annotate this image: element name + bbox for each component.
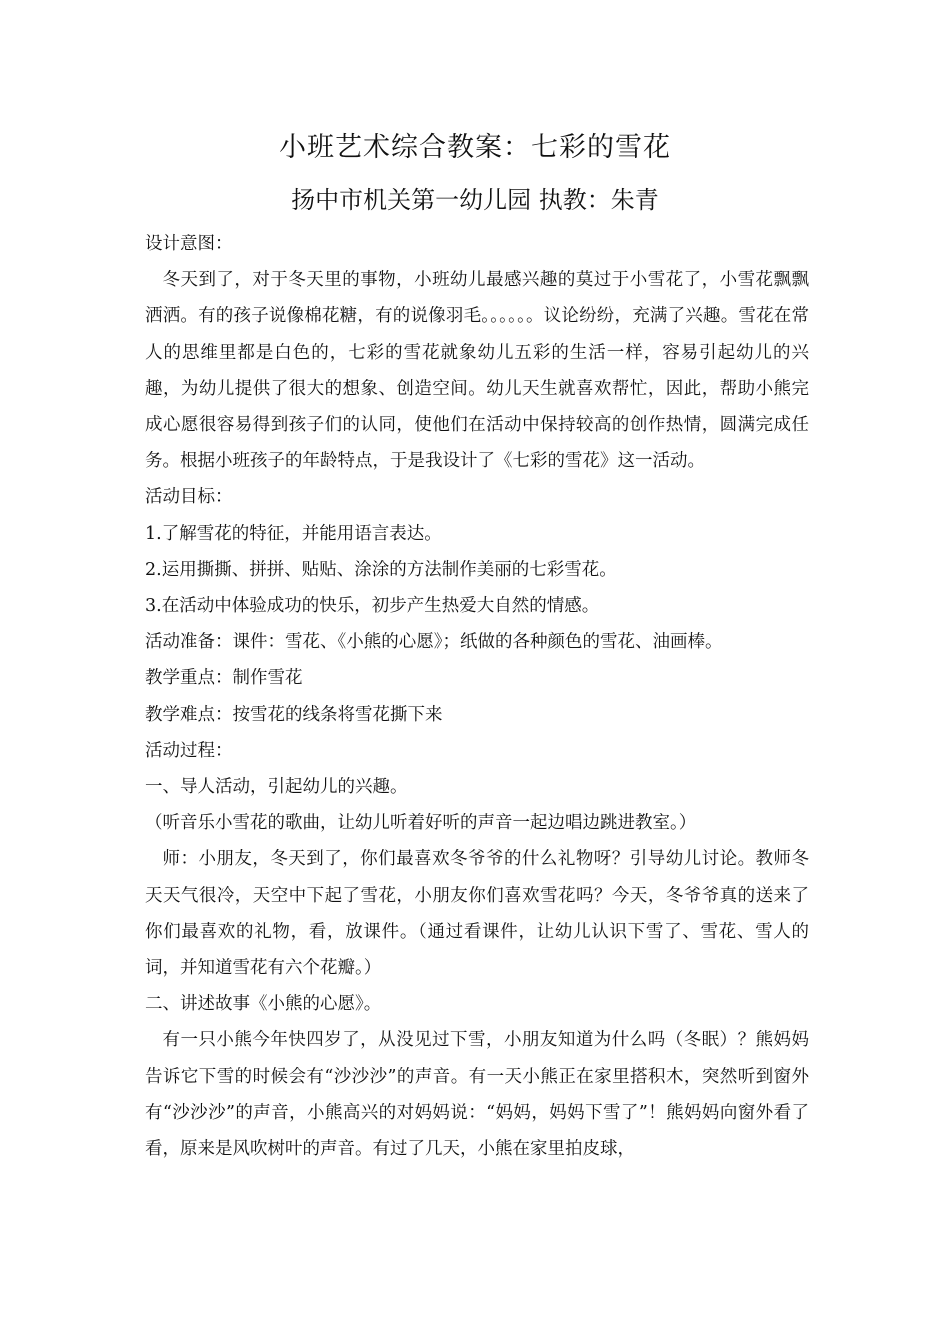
document-subtitle: 扬中市机关第一幼儿园 执教：朱青 [291, 186, 659, 214]
design-heading: 设计意图： [145, 234, 233, 254]
preparation-line: 活动准备：课件：雪花、《小熊的心愿》；纸做的各种颜色的雪花、油画棒。 [145, 632, 723, 653]
document-title: 小班艺术综合教案：七彩的雪花 [279, 132, 671, 163]
process-heading: 活动过程： [145, 740, 233, 761]
goal-item: 3.在活动中体验成功的快乐，初步产生热爱大自然的情感。 [145, 596, 600, 617]
goal-item: 1.了解雪花的特征，并能用语言表达。 [145, 523, 442, 544]
step2-paragraph: 有一只小熊今年快四岁了，从没见过下雪，小朋友知道为什么吗（冬眠）？熊妈妈告诉它下雪的时候会有“沙沙沙”的声音。有一天小熊正在家里搭积木，突然听到窗外有“沙沙沙”的声音，小熊高兴的对妈妈说：“妈妈，妈妈下雪了”！熊妈妈向窗外看了看，原来是风吹树叶的声音。有过了几天，小熊在家里拍皮球， [145, 1030, 809, 1160]
design-paragraph: 冬天到了，对于冬天里的事物，小班幼儿最感兴趣的莫过于小雪花了，小雪花飘飘洒洒。有的孩子说像棉花糖，有的说像羽毛。。。。。。议论纷纷，充满了兴趣。雪花在常人的思维里都是白色的，七彩的雪花就象幼儿五彩的生活一样，容易引起幼儿的兴趣，为幼儿提供了很大的想象、创造空间。幼儿天生就喜欢帮忙，因此，帮助小熊完成心愿很容易得到孩子们的认同，使他们在活动中保持较高的创作热情，圆满完成任务。根据小班孩子的年龄特点，于是我设计了《七彩的雪花》这一活动。 [145, 270, 809, 472]
document-body [145, 226, 809, 1167]
key-point-line: 教学重点：制作雪花 [145, 668, 303, 689]
goal-item: 2.运用撕撕、拼拼、贴贴、涂涂的方法制作美丽的七彩雪花。 [145, 559, 617, 580]
step1-paragraph: 师：小朋友，冬天到了，你们最喜欢冬爷爷的什么礼物呀？引导幼儿讨论。教师冬天天气很冷，天空中下起了雪花，小朋友你们喜欢雪花吗？今天，冬爷爷真的送来了你们最喜欢的礼物，看，放课件。（通过看课件，让幼儿认识下雪了、雪花、雪人的词，并知道雪花有六个花瓣。） [145, 849, 809, 979]
step1-heading: 一、导人活动，引起幼儿的兴趣。 [145, 777, 408, 798]
step2-heading: 二、讲述故事《小熊的心愿》。 [145, 994, 382, 1015]
step1-note: （听音乐小雪花的歌曲，让幼儿听着好听的声音一起边唱边跳进教室。） [145, 813, 697, 834]
difficulty-line: 教学难点：按雪花的线条将雪花撕下来 [145, 704, 443, 725]
goals-heading: 活动目标： [145, 487, 233, 508]
